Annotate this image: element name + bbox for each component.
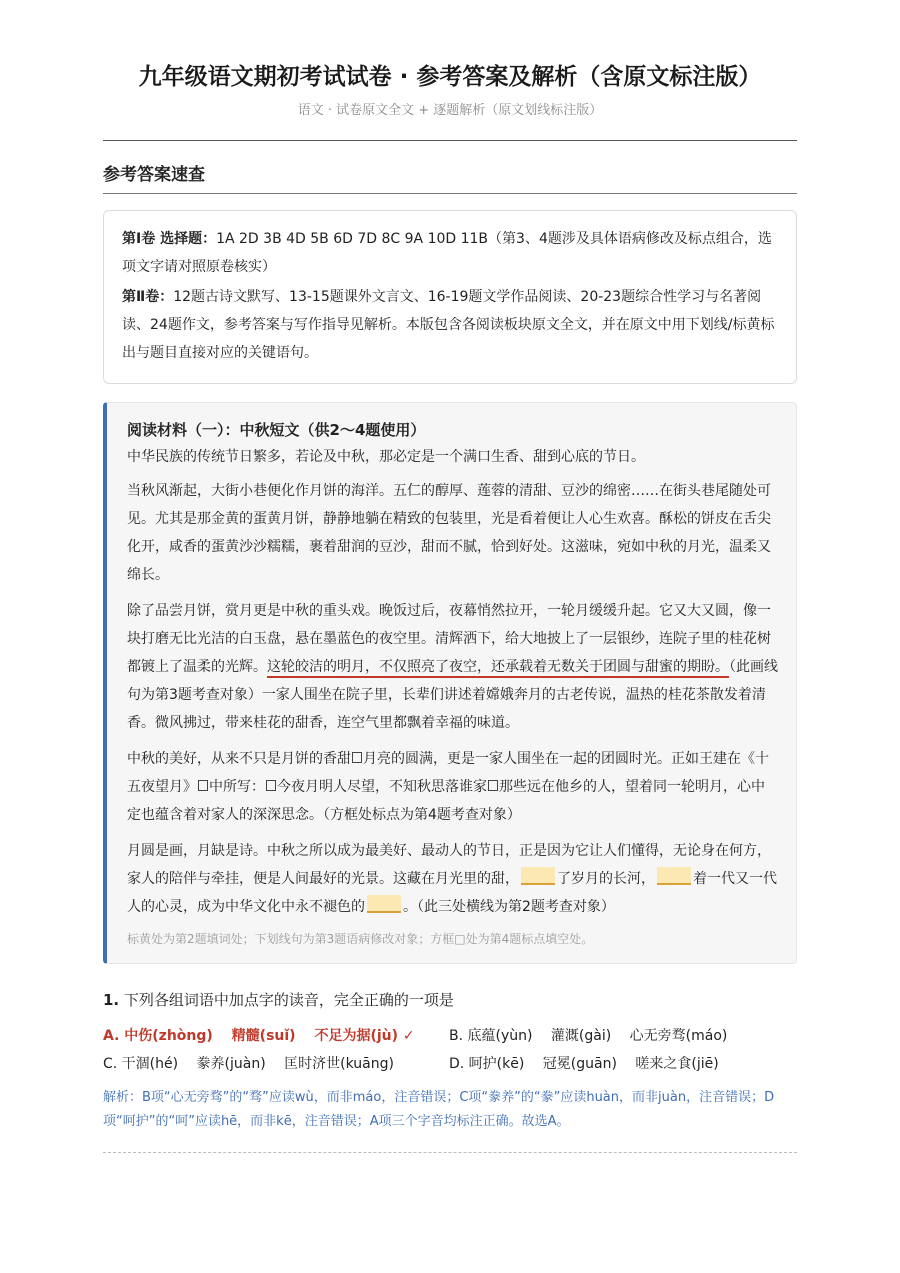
question-analysis: 解析：B项“心无旁骛”的“骛”应读wù，而非máo，注音错误；C项“豢养”的“豢”应读huàn，而非juàn，注音错误；D项“呵护”的“呵”应读hē，而非kē，注音错误；A项三个字音均标注正确。故选A。 — [103, 1090, 775, 1129]
p4-text-e: 那些远在他乡的人，望着同一轮明月，心中定也蕴含着对家人的深深思念。（方框处标点为第4题考查对象） — [127, 779, 765, 823]
option-d: D. 呵护(kē) 冠冕(guān) 嗟来之食(jiē) — [449, 1056, 719, 1072]
page-subtitle: 语文 · 试卷原文全文 + 逐题解析（原文划线标注版） — [297, 103, 603, 118]
reading-paragraph-3 — [127, 597, 778, 737]
punctuation-box-3 — [266, 780, 276, 791]
p3-text-b: （此画线句为第3题考查对象）一家人围坐在院子里，长辈们讲述着嫦娥奔月的古老传说，温热的桂花茶散发着清香。微风拂过，带来桂花的甜香，连空气里都飘着幸福的味道。 — [127, 659, 778, 731]
p3-text-a: 除了品尝月饼，赏月更是中秋的重头戏。晚饭过后，夜幕悄然拉开，一轮月缓缓升起。它又大又圆，像一块打磨无比光洁的白玉盘，悬在墨蓝色的夜空里。清辉洒下，给大地披上了一层银纱，连院子里的桂花树都镀上了温柔的光辉。 — [127, 603, 771, 675]
fill-blank-1 — [521, 867, 555, 885]
title-divider — [103, 140, 797, 141]
p4-text-c: 中所写： — [209, 779, 265, 795]
question-options — [103, 1022, 797, 1078]
part2-answers — [122, 283, 778, 367]
p5-text-d: 。（此三处横线为第2题考查对象） — [403, 899, 615, 915]
question-1 — [103, 988, 797, 1134]
part1-label: 第Ⅰ卷 选择题： — [122, 231, 217, 247]
question-number: 1. — [103, 991, 120, 1009]
quick-answers-box — [103, 210, 797, 384]
p5-text-a: 月圆是画，月缺是诗。中秋之所以成为最美好、最动人的节日，正是因为它让人们懂得，无论身在何方，家人的陪伴与牵挂，便是人间最好的光景。这藏在月光里的甜， — [127, 843, 771, 887]
p4-text-b: 月亮的圆满，更是一家人围坐在一起的团圆时光。正如王建在《十五夜望月》 — [127, 751, 769, 795]
quick-answers-heading: 参考答案速查 — [103, 165, 205, 185]
punctuation-box-4 — [488, 780, 498, 791]
reading-title: 阅读材料（一）：中秋短文（供2～4题使用） — [127, 421, 426, 439]
option-c: C. 干涸(hé) 豢养(juàn) 匡时济世(kuāng) — [103, 1056, 394, 1072]
question-stem — [103, 988, 797, 1012]
option-a: A. 中伤(zhòng) 精髓(suǐ) 不足为据(jù) ✓ — [103, 1028, 415, 1044]
options-row-1 — [103, 1022, 797, 1050]
fill-blank-3 — [367, 895, 401, 913]
punctuation-box-2 — [198, 780, 208, 791]
options-row-2 — [103, 1050, 797, 1078]
reading-paragraph-4 — [127, 745, 778, 829]
punctuation-box-1 — [352, 752, 362, 763]
p5-text-c: 着一代又一代人的心灵，成为中华文化中永不褪色的 — [127, 871, 777, 915]
part2-text: 12题古诗文默写、13-15题课外文言文、16-19题文学作品阅读、20-23题综合性学习与名著阅读、24题作文，参考答案与写作指导见解析。本版包含各阅读板块原文全文，并在原文中用下划线/标黄标出与题目直接对应的关键语句。 — [122, 289, 775, 361]
reading-note: 标黄处为第2题填词处；下划线句为第3题语病修改对象；方框□处为第4题标点填空处。 — [127, 932, 594, 946]
part2-label: 第Ⅱ卷： — [122, 289, 174, 305]
p5-text-b: 了岁月的长河， — [557, 871, 655, 887]
page-title: 九年级语文期初考试试卷 · 参考答案及解析（含原文标注版） — [138, 64, 762, 90]
option-b: B. 底蕴(yùn) 灌溉(gài) 心无旁骛(máo) — [449, 1028, 728, 1044]
reading-material-box — [103, 402, 797, 964]
p4-text-d: 今夜月明人尽望，不知秋思落谁家 — [277, 779, 487, 795]
question-stem-text: 下列各组词语中加点字的读音，完全正确的一项是 — [123, 991, 454, 1009]
underlined-sentence: 这轮皎洁的明月，不仅照亮了夜空，还承载着无数关于团圆与甜蜜的期盼。 — [267, 659, 729, 678]
section-divider — [103, 193, 797, 194]
part1-answers — [122, 225, 778, 281]
p4-text-a: 中秋的美好，从来不只是月饼的香甜 — [127, 751, 351, 767]
reading-paragraph-5 — [127, 837, 778, 921]
fill-blank-2 — [657, 867, 691, 885]
part1-text: 1A 2D 3B 4D 5B 6D 7D 8C 9A 10D 11B（第3、4题涉及具体语病修改及标点组合，选项文字请对照原卷核实） — [122, 231, 772, 275]
bottom-dashed-divider — [103, 1152, 797, 1153]
reading-paragraph-2: 当秋风渐起，大街小巷便化作月饼的海洋。五仁的醇厚、莲蓉的清甜、豆沙的绵密……在街头巷尾随处可见。尤其是那金黄的蛋黄月饼，静静地躺在精致的包装里，光是看着便让人心生欢喜。酥松的饼皮在舌尖化开，咸香的蛋黄沙沙糯糯，裹着甜润的豆沙，甜而不腻，恰到好处。这滋味，宛如中秋的月光，温柔又绵长。 — [127, 483, 771, 583]
reading-paragraph-1: 中华民族的传统节日繁多，若论及中秋，那必定是一个满口生香、甜到心底的节日。 — [127, 449, 645, 465]
